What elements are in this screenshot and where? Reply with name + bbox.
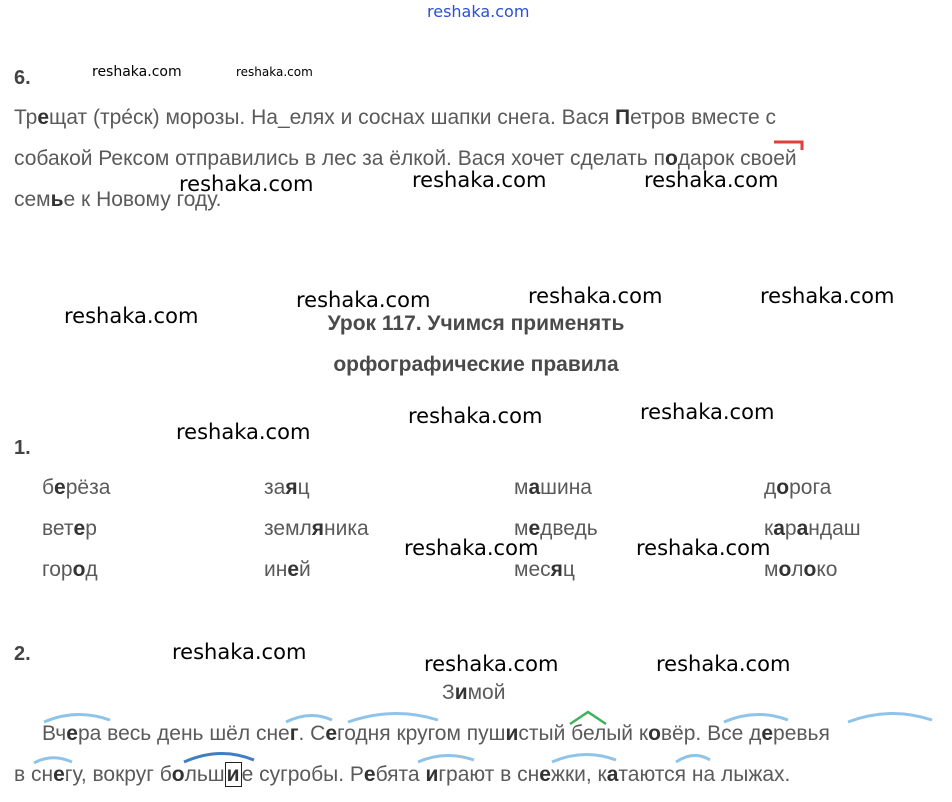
text-segment: к xyxy=(764,517,774,540)
root-arc xyxy=(44,714,110,722)
watermark-small: reshaka.com xyxy=(236,65,313,79)
highlighted-letter: е xyxy=(539,763,551,786)
root-arc xyxy=(184,753,254,762)
text-segment: дарок своей xyxy=(677,147,797,170)
highlighted-letter: а xyxy=(606,763,619,786)
text-segment: рога xyxy=(789,476,832,499)
watermark: reshaka.com xyxy=(644,168,779,192)
watermark: reshaka.com xyxy=(64,304,199,328)
highlighted-letter: е xyxy=(363,763,376,786)
text-segment: гу, вокруг б xyxy=(64,763,172,786)
text-segment: мой xyxy=(467,681,506,704)
text-segment: гор xyxy=(42,558,73,581)
text-segment: за xyxy=(264,476,286,499)
highlighted-letter: е xyxy=(66,722,78,745)
text-segment: етров вместе с xyxy=(630,106,777,129)
highlighted-letter: е xyxy=(528,517,541,540)
text-segment: е сугробы. Р xyxy=(241,763,364,786)
watermark: reshaka.com xyxy=(408,404,543,428)
watermark: reshaka.com xyxy=(176,420,311,444)
root-arc xyxy=(552,754,616,762)
highlighted-letter: е xyxy=(73,517,86,540)
highlighted-letter: е xyxy=(761,722,774,745)
text-segment: м xyxy=(764,558,779,581)
text-segment: е к Новому году. xyxy=(63,188,222,211)
text-segment: таются на лыжах. xyxy=(618,763,791,786)
highlighted-letter: а xyxy=(528,476,541,499)
boxed-letter: и xyxy=(226,763,240,786)
watermark: reshaka.com xyxy=(179,172,314,196)
text-segment: м xyxy=(514,476,529,499)
highlighted-letter: я xyxy=(311,517,325,540)
text-segment: л xyxy=(791,558,804,581)
watermark: reshaka.com xyxy=(404,536,539,560)
watermark: reshaka.com xyxy=(636,536,771,560)
text-segment: мес xyxy=(514,558,551,581)
root-arc xyxy=(348,713,438,722)
highlighted-letter: и xyxy=(425,763,439,786)
text-segment: вет xyxy=(42,517,74,540)
highlighted-letter: е xyxy=(54,476,66,499)
text-segment: вёр. Все д xyxy=(660,722,762,745)
text-segment: земл xyxy=(264,517,312,540)
root-arc xyxy=(724,714,788,722)
text-segment: собакой Рексом отправились в лес за ёлкой. Вася хочет сделать п xyxy=(14,147,665,170)
text-segment: бята xyxy=(375,763,426,786)
text-segment: Вч xyxy=(42,722,67,745)
highlighted-letter: е xyxy=(287,558,300,581)
highlighted-letter: о xyxy=(776,476,790,499)
text-segment: стый белый к xyxy=(518,722,649,745)
highlighted-letter: ь xyxy=(50,188,64,211)
text-segment: д xyxy=(85,558,98,581)
highlighted-letter: о xyxy=(648,722,661,745)
text-segment: дведь xyxy=(540,517,598,540)
highlighted-letter: о xyxy=(803,558,817,581)
root-arc xyxy=(848,713,932,722)
task-number: 1. xyxy=(14,437,31,459)
watermark-top[interactable]: reshaka.com xyxy=(427,2,530,21)
text-segment: ц xyxy=(562,558,575,581)
text-segment: шина xyxy=(540,476,592,499)
task-number: 2. xyxy=(14,643,31,665)
highlighted-letter: а xyxy=(796,517,809,540)
watermark: reshaka.com xyxy=(296,288,431,312)
text-segment: м xyxy=(514,517,529,540)
text-segment: ника xyxy=(324,517,369,540)
highlighted-letter: о xyxy=(664,147,678,170)
highlighted-letter: П xyxy=(615,106,631,129)
root-arc xyxy=(34,758,72,763)
text-segment: . С xyxy=(298,722,326,745)
root-mark xyxy=(570,712,606,724)
highlighted-letter: и xyxy=(505,722,519,745)
lesson-subtitle: орфографические правила xyxy=(333,353,619,376)
text-segment: в сн xyxy=(14,763,54,786)
highlighted-letter: я xyxy=(285,476,298,499)
lesson-title: Урок 117. Учимся применять xyxy=(327,312,625,335)
highlighted-letter: я xyxy=(550,558,563,581)
text-segment: ко xyxy=(816,558,838,581)
text-segment: р xyxy=(85,517,97,540)
root-arc xyxy=(676,755,710,762)
highlighted-letter: е xyxy=(37,106,50,129)
text-segment: Тр xyxy=(14,106,38,129)
watermark: reshaka.com xyxy=(172,640,307,664)
text-segment: ин xyxy=(264,558,288,581)
watermark: reshaka.com xyxy=(528,284,663,308)
highlighted-letter: е xyxy=(325,722,337,745)
text-segment: ндаш xyxy=(808,517,861,540)
highlighted-letter: о xyxy=(778,558,792,581)
watermark: reshaka.com xyxy=(656,652,791,676)
text-segment: З xyxy=(442,681,455,704)
text-segment: годня кругом пуш xyxy=(337,722,506,745)
text-segment: ра весь день шёл сне xyxy=(77,722,290,745)
watermark: reshaka.com xyxy=(640,400,775,424)
watermark: reshaka.com xyxy=(412,168,547,192)
text-segment: щат (тр xyxy=(49,106,122,129)
task-number: 6. xyxy=(14,67,31,89)
text-segment: ц xyxy=(297,476,310,499)
highlighted-letter: о xyxy=(171,763,185,786)
text-segment: ск) морозы. На_елях и соснах шапки снега. Вася xyxy=(132,106,616,129)
text-segment: ревья xyxy=(773,722,830,745)
highlighted-letter: е xyxy=(53,763,65,786)
watermark: reshaka.com xyxy=(760,284,895,308)
text-segment: сем xyxy=(14,188,51,211)
text-segment: рёза xyxy=(65,476,111,499)
text-segment: й xyxy=(299,558,311,581)
text-segment: жки, к xyxy=(550,763,607,786)
watermark-small: reshaka.com xyxy=(92,64,182,80)
highlighted-letter: и xyxy=(454,681,468,704)
text-segment: грают в сн xyxy=(438,763,540,786)
highlighted-letter: а xyxy=(773,517,785,540)
watermark: reshaka.com xyxy=(424,652,559,676)
highlighted-letter: о xyxy=(72,558,86,581)
text-segment: е́ xyxy=(121,106,133,129)
highlighted-letter: г xyxy=(289,722,299,745)
text-segment: д xyxy=(764,476,777,499)
text-segment: б xyxy=(42,476,55,499)
ending-mark xyxy=(774,142,802,150)
text-segment: льш xyxy=(184,763,225,786)
root-arc xyxy=(418,755,474,762)
text-segment: р xyxy=(784,517,797,540)
root-arc xyxy=(286,715,332,722)
